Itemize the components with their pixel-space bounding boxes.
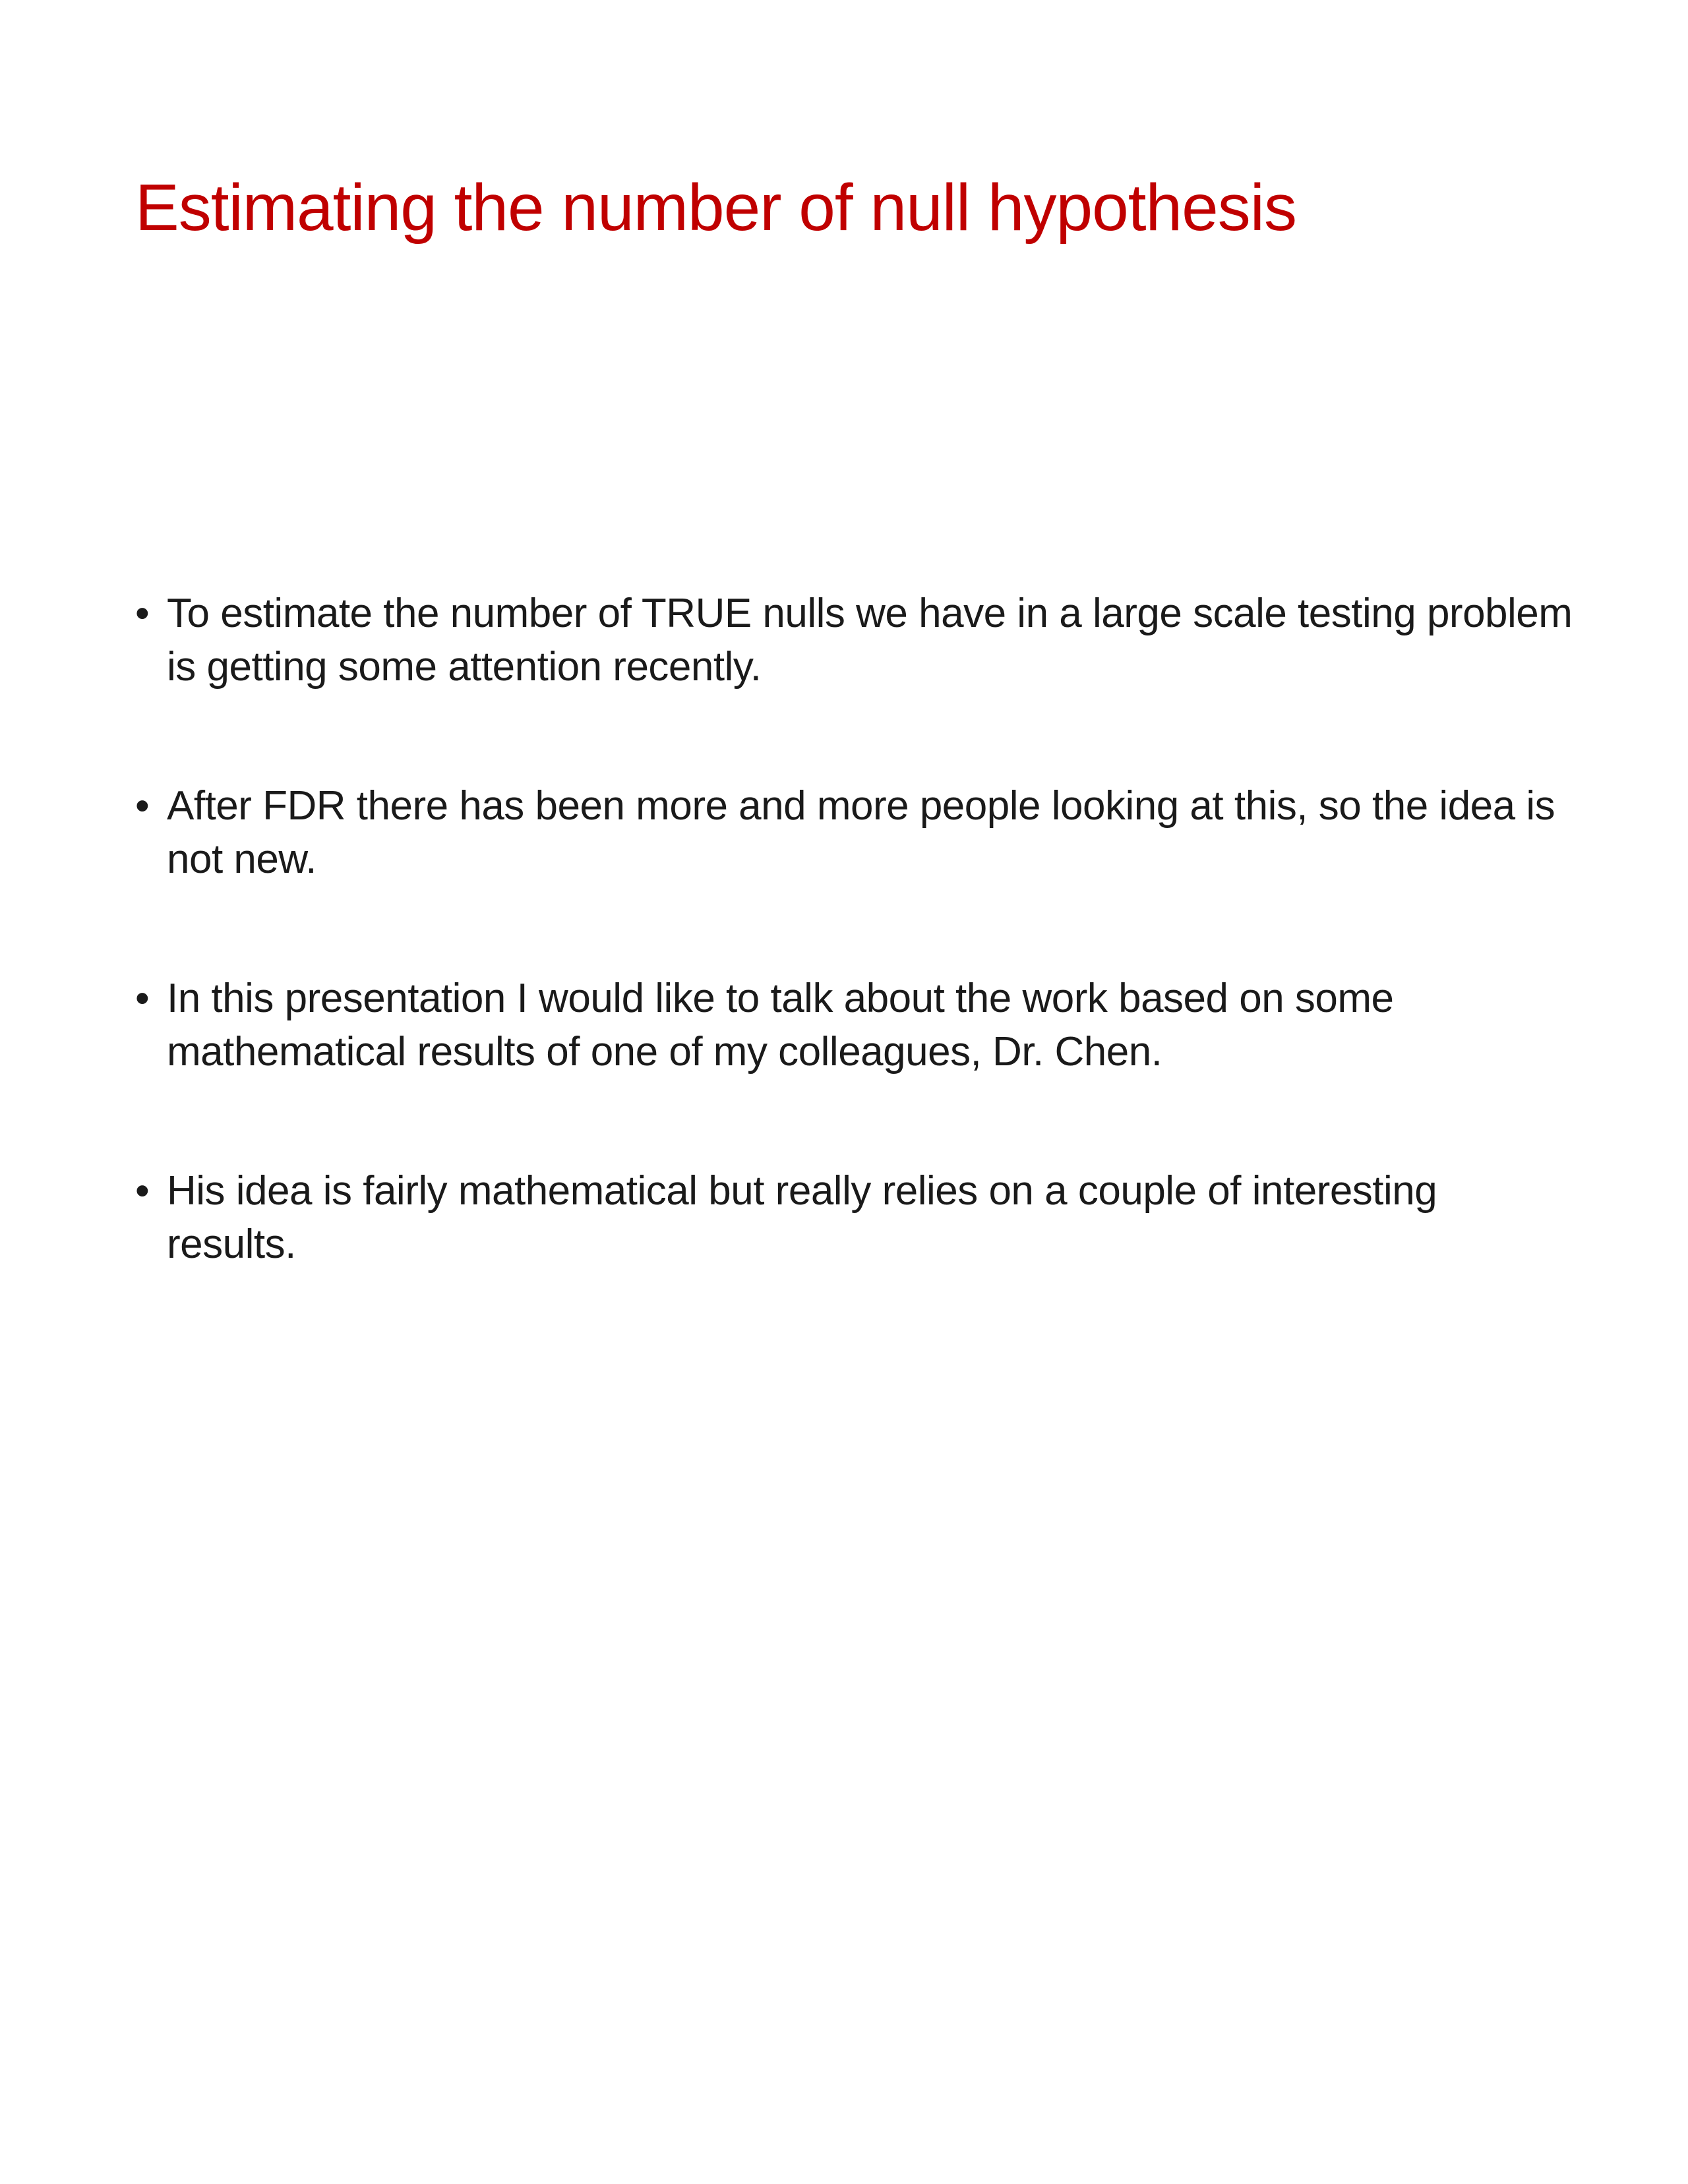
bullet-item	[135, 1164, 1573, 1271]
bullet-item	[135, 779, 1573, 886]
bullet-list	[135, 587, 1573, 1357]
bullet-dot-icon: •	[135, 783, 150, 829]
bullet-dot-icon: •	[135, 1168, 150, 1214]
bullet-text: His idea is fairly mathematical but really relies on a couple of interesting results.	[167, 1168, 1437, 1267]
bullet-dot-icon: •	[135, 591, 150, 636]
bullet-dot-icon: •	[135, 976, 150, 1021]
bullet-text: In this presentation I would like to talk about the work based on some mathematical results of one of my colleagues, Dr. Chen.	[167, 976, 1394, 1075]
bullet-text: To estimate the number of TRUE nulls we have in a large scale testing problem is getting some attention recently.	[167, 591, 1573, 690]
slide-title: Estimating the number of null hypothesis	[135, 171, 1296, 245]
bullet-item	[135, 587, 1573, 694]
bullet-item	[135, 972, 1573, 1078]
bullet-text: After FDR there has been more and more people looking at this, so the idea is not new.	[167, 783, 1555, 882]
